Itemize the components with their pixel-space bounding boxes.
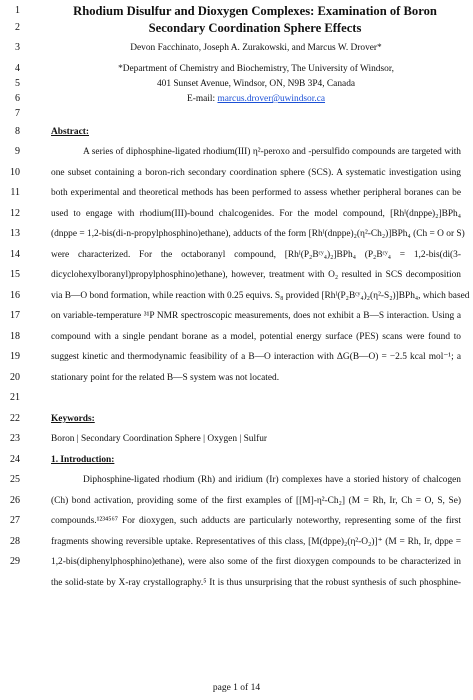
line-number: 22 — [10, 413, 20, 424]
abstract-line: compound with a single pendant borane as a model, potential energy surface (PES) scans were found to — [51, 332, 461, 342]
paper-title-line-1: Rhodium Disulfur and Dioxygen Complexes: Examination of Boron — [73, 4, 437, 18]
line-number: 19 — [10, 351, 20, 362]
intro-line: Diphosphine-ligated rhodium (Rh) and iridium (Ir) complexes have a storied history of chalcogen — [83, 475, 461, 485]
line-number: 18 — [10, 331, 20, 342]
page-footer: page 1 of 14 — [212, 683, 261, 693]
intro-line: (Ch) bond activation, providing some of the first examples of [[M]-η²-Ch₂] (M = Rh, Ir, Ch = O, S, Se) — [51, 496, 461, 506]
intro-line: fragments showing reversible uptake. Representatives of this class, [M(dppe)₂(η²-O₂)]⁺ (M = Rh, Ir, dppe = — [51, 537, 461, 547]
line-number: 26 — [10, 495, 20, 506]
introduction-heading: 1. Introduction: — [51, 455, 115, 465]
line-number: 8 — [15, 126, 20, 137]
line-number: 20 — [10, 372, 20, 383]
email-label: E-mail: — [186, 94, 218, 104]
intro-line: the solid-state by X-ray crystallography.⁵ It is thus unsurprising that the robust synthesis of such phosphine- — [51, 578, 461, 588]
line-number: 7 — [15, 108, 20, 119]
line-number: 15 — [10, 269, 20, 280]
line-number: 17 — [10, 310, 20, 321]
line-number: 13 — [10, 228, 20, 239]
line-number: 1 — [15, 5, 20, 16]
line-number: 29 — [10, 556, 20, 567]
abstract-line: via B—O bond formation, while reaction with 0.25 equivs. S₈ provided [Rhᴵ(P₂Bᶜʸ₄)₂(η²-S₂)]BPh₄, which based — [51, 291, 470, 301]
line-number: 6 — [15, 93, 20, 104]
email-line — [51, 93, 461, 105]
abstract-line: A series of diphosphine-ligated rhodium(III) η²-peroxo and -persulfido compounds are targeted with — [83, 147, 461, 157]
abstract-line: were characterized. For the octaboranyl compound, [Rhᴵ(P₂Bᶜʸ₄)₂]BPh₄ (P₂Bᶜʸ₄ = 1,2-bis(di(3- — [51, 250, 461, 260]
line-number: 2 — [15, 22, 20, 33]
line-number: 14 — [10, 249, 20, 260]
abstract-line: one subset containing a boron-rich secondary coordination sphere (SCS). A systematic investigation using — [51, 168, 461, 178]
line-number: 11 — [10, 187, 20, 198]
line-number: 3 — [15, 42, 20, 53]
line-number: 16 — [10, 290, 20, 301]
abstract-line: used to engage with rhodium(III)-bound chalcogenides. For the model compound, [Rhᴵ(dnppe)₂]BPh₄ — [51, 209, 461, 219]
line-number: 21 — [10, 392, 20, 403]
line-number: 9 — [15, 146, 20, 157]
keywords-list: Boron | Secondary Coordination Sphere | Oxygen | Sulfur — [51, 434, 268, 444]
abstract-line: dicyclohexylboranyl)propylphosphino)ethane), however, treatment with O₂ resulted in SCS decomposition — [51, 270, 461, 280]
line-number: 5 — [15, 78, 20, 89]
line-number: 10 — [10, 167, 20, 178]
line-number: 23 — [10, 433, 20, 444]
line-number: 24 — [10, 454, 20, 465]
line-number: 25 — [10, 474, 20, 485]
intro-line: compounds.¹²³⁴⁵⁶⁷ For dioxygen, such adducts are particularly noteworthy, representing some of the first — [51, 516, 461, 526]
affiliation-line-2: 401 Sunset Avenue, Windsor, ON, N9B 3P4, Canada — [156, 79, 356, 89]
abstract-line: suggest kinetic and thermodynamic feasibility of a B—O interaction with ΔG(B—O) = −2.5 kcal mol⁻¹; a — [51, 352, 461, 362]
paper-title-line-2: Secondary Coordination Sphere Effects — [148, 21, 362, 35]
abstract-heading: Abstract: — [51, 127, 90, 137]
abstract-line: both experimental and theoretical methods has been performed to assess whether peripheral boranes can be — [51, 188, 461, 198]
line-number: 27 — [10, 515, 20, 526]
line-number: 4 — [15, 63, 20, 74]
intro-line: 1,2-bis(diphenylphosphino)ethane), were also some of the first dioxygen compounds to be characterized in — [51, 557, 461, 567]
affiliation-line-1: *Department of Chemistry and Biochemistry, The University of Windsor, — [118, 64, 394, 74]
abstract-line: (dnppe = 1,2-bis(di-n-propylphosphino)ethane), adducts of the form [Rhᴵ(dnppe)₂(η²-Ch₂)]BPh₄ (Ch = O or S) — [51, 229, 465, 239]
line-number: 28 — [10, 536, 20, 547]
keywords-heading: Keywords: — [51, 414, 95, 424]
email-link[interactable]: marcus.drover@uwindsor.ca — [217, 94, 326, 104]
abstract-line: on variable-temperature ³¹P NMR spectroscopic measurements, does not exhibit a B—S interaction. Using a — [51, 311, 461, 321]
line-number: 12 — [10, 208, 20, 219]
author-list: Devon Facchinato, Joseph A. Zurakowski, and Marcus W. Drover* — [130, 43, 382, 53]
abstract-line: stationary point for the related B—S system was not located. — [51, 373, 280, 383]
